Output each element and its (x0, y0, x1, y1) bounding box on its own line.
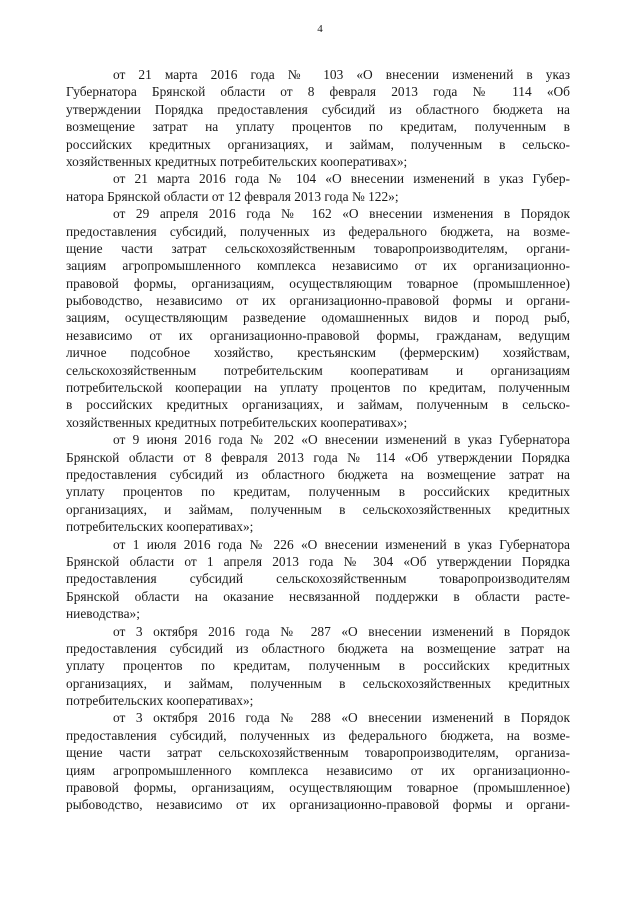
text-line: рыбоводство, независимо от их организационно-правовой формы и органи- (66, 293, 570, 309)
text-line: российских кредитных организациях, и займам, полученным в сельско- (66, 136, 570, 152)
text-line: от 3 октября 2016 года № 288 «О внесении изменений в Порядок (113, 710, 570, 726)
text-line: правовой формы, организациям, осуществляющим товарное (промышленное) (66, 780, 570, 796)
text-line: уплату процентов по кредитам, полученным в российских кредитных (66, 658, 570, 674)
text-line: Брянской области от 1 апреля 2013 года № 304 «Об утверждении Порядка (66, 553, 570, 569)
text-line: потребительских кооперативах»; (66, 693, 254, 709)
text-line: от 21 марта 2016 года № 104 «О внесении изменений в указ Губер- (113, 171, 570, 187)
text-line: уплату процентов по кредитам, полученным в российских кредитных (66, 484, 570, 500)
decree-paragraph (66, 170, 570, 205)
decree-paragraph (66, 709, 570, 813)
text-line: в российских кредитных организациях, и займам, полученным в сельско- (66, 397, 570, 413)
decree-paragraph (66, 205, 570, 431)
text-line: Брянской области от 8 февраля 2013 года № 114 «Об утверждении Порядка (66, 449, 570, 465)
text-line: возмещение затрат на уплату процентов по кредитам, полученным в (66, 119, 570, 135)
text-line: циям агропромышленного комплекса независимо от их организационно- (66, 762, 570, 778)
text-line: рыбоводство, независимо от их организационно-правовой формы и органи- (66, 797, 570, 813)
text-line: сельскохозяйственным потребительским кооперативам и организациям (66, 362, 570, 378)
decree-paragraph (66, 536, 570, 623)
text-line: хозяйственных кредитных потребительских кооперативах»; (66, 153, 408, 169)
text-line: предоставления субсидий, полученных из федерального бюджета, на возме- (66, 727, 570, 743)
text-line: натора Брянской области от 12 февраля 2013 года № 122»; (66, 188, 399, 204)
text-line: личное подсобное хозяйство, крестьянским (фермерским) хозяйствам, (66, 345, 570, 361)
text-line: от 29 апреля 2016 года № 162 «О внесении изменения в Порядок (113, 206, 570, 222)
text-line: организациях, и займам, полученным в сельскохозяйственных кредитных (66, 501, 570, 517)
text-line: зациям агропромышленного комплекса независимо от их организационно- (66, 258, 570, 274)
text-line: от 3 октября 2016 года № 287 «О внесении изменений в Порядок (113, 623, 570, 639)
decree-paragraph (66, 431, 570, 535)
text-line: потребительской кооперации на уплату процентов по кредитам, полученным (66, 380, 570, 396)
text-line: предоставления субсидий из областного бюджета на возмещение затрат на (66, 640, 570, 656)
text-line: предоставления субсидий сельскохозяйственным товаропроизводителям (66, 571, 570, 587)
text-line: предоставления субсидий, полученных из федерального бюджета, на возме- (66, 223, 570, 239)
decree-paragraph (66, 623, 570, 710)
text-line: от 9 июня 2016 года № 202 «О внесении изменений в указ Губернатора (113, 432, 570, 448)
text-line: от 1 июля 2016 года № 226 «О внесении изменений в указ Губернатора (113, 536, 570, 552)
text-line: предоставления субсидий из областного бюджета на возмещение затрат на (66, 466, 570, 482)
text-line: Брянской области на оказание несвязанной поддержки в области расте- (66, 588, 570, 604)
text-line: от 21 марта 2016 года № 103 «О внесении изменений в указ (113, 67, 570, 82)
text-line: ниеводства»; (66, 606, 140, 622)
text-line: щение части затрат сельскохозяйственным товаропроизводителям, организа- (66, 745, 570, 761)
text-line: хозяйственных кредитных потребительских кооперативах»; (66, 414, 408, 430)
text-line: потребительских кооперативах»; (66, 519, 254, 535)
text-line: организациях, и займам, полученным в сельскохозяйственных кредитных (66, 675, 570, 691)
decree-paragraph (66, 66, 570, 170)
document-body (66, 66, 570, 814)
text-line: щение части затрат сельскохозяйственным товаропроизводителям, органи- (66, 240, 570, 256)
text-line: независимо от их организационно-правовой формы, гражданам, ведущим (66, 327, 570, 343)
text-line: зациям, осуществляющим разведение одомашненных видов и пород рыб, (66, 310, 570, 326)
text-line: Губернатора Брянской области от 8 февраля 2013 года № 114 «Об (66, 84, 570, 100)
page-number: 4 (317, 23, 323, 35)
text-line: правовой формы, организациям, осуществляющим товарное (промышленное) (66, 275, 570, 291)
text-line: утверждении Порядка предоставления субсидий из областного бюджета на (66, 101, 570, 117)
